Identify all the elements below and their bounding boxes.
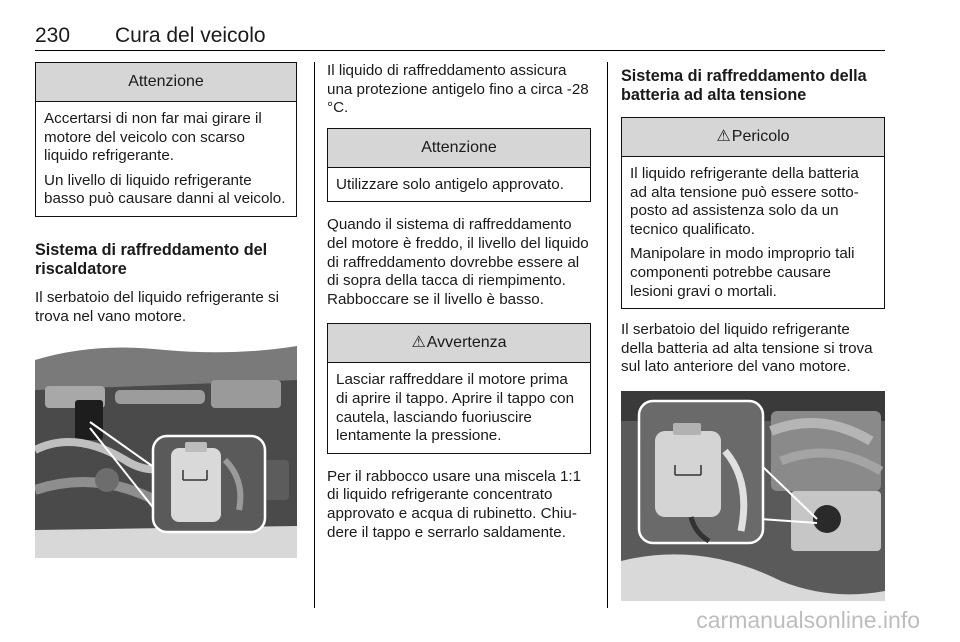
column-3: [621, 62, 885, 601]
body-text: Il serbatoio del liquido refrigerante si trova nel vano motore.: [35, 288, 279, 325]
danger-text: Manipolare in modo improprio tali componenti potrebbe causare lesioni gravi o mortali.: [630, 245, 855, 300]
column-2: [327, 62, 591, 556]
caution-body: [36, 102, 296, 216]
danger-text: Il liquido refrigerante della batteria ad alta tensione può essere sottoposto ad assistenza solo da un tecnico qualificato.: [630, 165, 859, 238]
watermark: carmanualsonline.info: [696, 607, 920, 633]
column-divider: [607, 62, 608, 608]
danger-title: [622, 118, 884, 157]
section-heading: Sistema di raffreddamento della batteria ad alta tensione: [621, 67, 867, 104]
page-header: [35, 22, 885, 51]
caution-text: Un livello di liquido refrigerante basso può causare danni al veicolo.: [44, 171, 286, 208]
hv-battery-illustration: [621, 391, 885, 601]
warning-text: Lasciar raffreddare il motore prima di aprire il tappo. Aprire il tappo con cautela, lasciando fuoriuscire lentamente la pressione.: [336, 371, 575, 445]
caution-text: Utilizzare solo antigelo approvato.: [336, 175, 564, 193]
danger-box: [621, 117, 885, 309]
warning-box: [327, 323, 591, 453]
warning-body: [328, 363, 590, 452]
section-heading: Sistema di raffreddamento del riscaldatore: [35, 240, 268, 278]
caution-title: Attenzione: [36, 63, 296, 102]
hv-battery-coolant-reservoir-photo: [621, 391, 885, 601]
engine-bay-illustration: [35, 340, 297, 558]
page-number: 230: [35, 24, 71, 47]
body-text: Quando il sistema di raffreddamento del motore è freddo, il livello del liquido di raffreddamento dovrebbe essere al di sopra della tacca di riempimento. Rabboccare se il livello è basso.: [327, 216, 589, 308]
caution-title: Attenzione: [328, 129, 590, 168]
caution-body: [328, 168, 590, 202]
column-divider: [314, 62, 315, 608]
column-1: [35, 62, 297, 558]
warning-triangle-icon: ⚠: [411, 334, 426, 352]
warning-triangle-icon: ⚠: [716, 128, 731, 145]
warning-title-text: Avvertenza: [426, 334, 507, 352]
caution-box: [35, 62, 297, 217]
caution-text: Accertarsi di non far mai girare il motore del veicolo con scarso liquido refrigerante.: [44, 110, 262, 165]
engine-bay-coolant-reservoir-photo: [35, 340, 297, 558]
danger-title-text: Pericolo: [731, 128, 790, 145]
danger-body: [622, 157, 884, 308]
warning-title: [328, 324, 590, 363]
body-text: Il serbatoio del liquido refrigerante della batteria ad alta tensione si trova sul lato anteriore del vano motore.: [621, 321, 873, 376]
caution-box: [327, 128, 591, 203]
page-title: Cura del veicolo: [115, 24, 266, 47]
body-text: Per il rabbocco usare una miscela 1:1 di liquido refrigerante concentrato approvato e acqua di rubinetto. Chiudere il tappo e serrarlo saldamente.: [327, 467, 582, 541]
body-text: Il liquido di raffreddamento assicura una protezione antigelo fino a circa -28 °C.: [327, 62, 589, 117]
